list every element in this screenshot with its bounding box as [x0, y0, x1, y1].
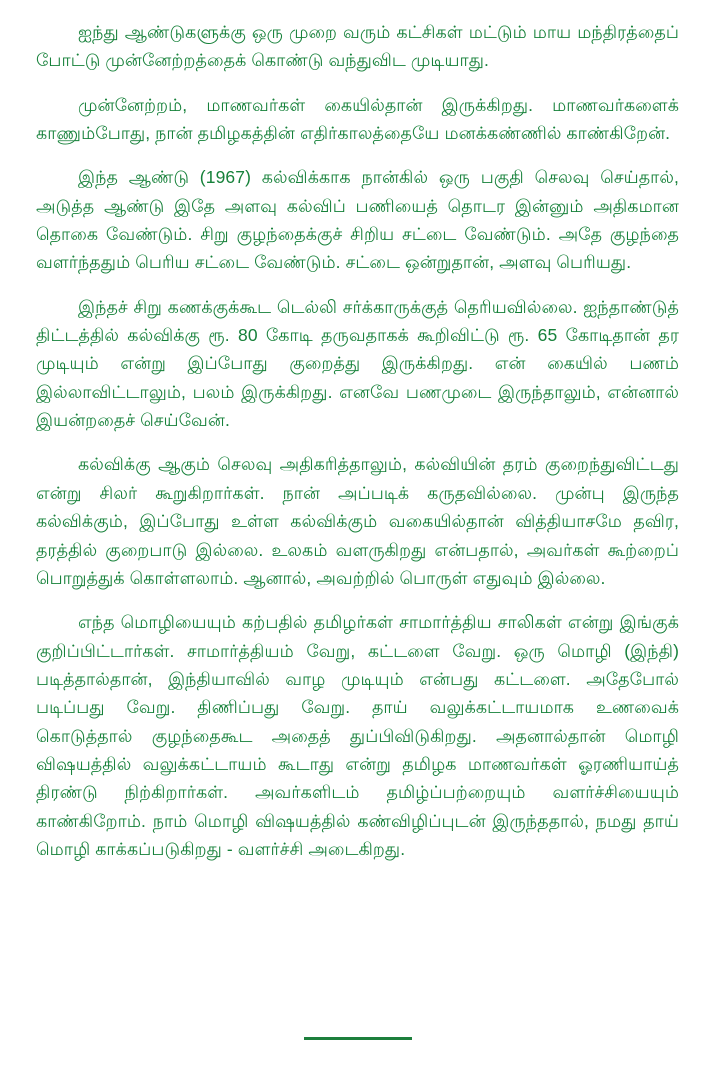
document-body — [36, 18, 679, 863]
footer-divider — [0, 1037, 715, 1040]
paragraph: கல்விக்கு ஆகும் செலவு அதிகரித்தாலும், கல்வியின் தரம் குறைந்துவிட்டது என்று சிலர் கூறுகிறார்கள். நான் அப்படிக் கருதவில்லை. முன்பு இருந்த கல்விக்கும், இப்போது உள்ள கல்விக்கும் வகையில்தான் வித்தியாசமே தவிர, தரத்தில் குறைபாடு இல்லை. உலகம் வளருகிறது என்பதால், அவர்கள் கூற்றைப் பொறுத்துக் கொள்ளலாம். ஆனால், அவற்றில் பொருள் எதுவும் இல்லை. — [36, 454, 679, 588]
paragraph: எந்த மொழியையும் கற்பதில் தமிழர்கள் சாமார்த்திய சாலிகள் என்று இங்குக் குறிப்பிட்டார்கள். சாமார்த்தியம் வேறு, கட்டளை வேறு. ஒரு மொழி (இந்தி) படித்தால்தான், இந்தியாவில் வாழ முடியும் என்பது கட்டளை. அதேபோல் படிப்பது வேறு. திணிப்பது வேறு. தாய் வலுக்கட்டாயமாக உணவைக் கொடுத்தால் குழந்தைகூட அதைத் துப்பிவிடுகிறது. அதனால்தான் மொழி விஷயத்தில் வலுக்கட்டாயம் கூடாது என்று தமிழக மாணவர்கள் ஓரணியாய்த் திரண்டு நிற்கிறார்கள். அவர்களிடம் தமிழ்ப்பற்றையும் வளர்ச்சியையும் காண்கிறோம். நாம் மொழி விஷயத்தில் கண்விழிப்புடன் இருந்ததால், நமது தாய் மொழி காக்கப்படுகிறது - வளர்ச்சி அடைகிறது. — [36, 612, 679, 859]
paragraph: இந்தச் சிறு கணக்குக்கூட டெல்லி சர்க்காருக்குத் தெரியவில்லை. ஐந்தாண்டுத் திட்டத்தில் கல்விக்கு ரூ. 80 கோடி தருவதாகக் கூறிவிட்டு ரூ. 65 கோடிதான் தர முடியும் என்று இப்போது குறைத்து இருக்கிறது. என் கையில் பணம் இல்லாவிட்டாலும், பலம் இருக்கிறது. எனவே பணமுடை இருந்தாலும், என்னால் இயன்றதைச் செய்வேன். — [36, 296, 679, 431]
paragraph: ஐந்து ஆண்டுகளுக்கு ஒரு முறை வரும் கட்சிகள் மட்டும் மாய மந்திரத்தைப் போட்டு முன்னேற்றத்தைக் கொண்டு வந்துவிட முடியாது. — [36, 22, 679, 71]
horizontal-rule-icon — [304, 1037, 412, 1040]
paragraph: முன்னேற்றம், மாணவர்கள் கையில்தான் இருக்கிறது. மாணவர்களைக் காணும்போது, நான் தமிழகத்தின் எதிர்காலத்தையே மனக்கண்ணில் காண்கிறேன். — [36, 94, 679, 144]
paragraph: இந்த ஆண்டு (1967) கல்விக்காக நான்கில் ஒரு பகுதி செலவு செய்தால், அடுத்த ஆண்டு இதே அளவு கல்விப் பணியைத் தொடர இன்னும் அதிகமான தொகை வேண்டும். சிறு குழந்தைக்குச் சிறிய சட்டை வேண்டும். அதே குழந்தை வளர்ந்ததும் பெரிய சட்டை வேண்டும். சட்டை ஒன்றுதான், அளவு பெரியது. — [36, 167, 679, 273]
